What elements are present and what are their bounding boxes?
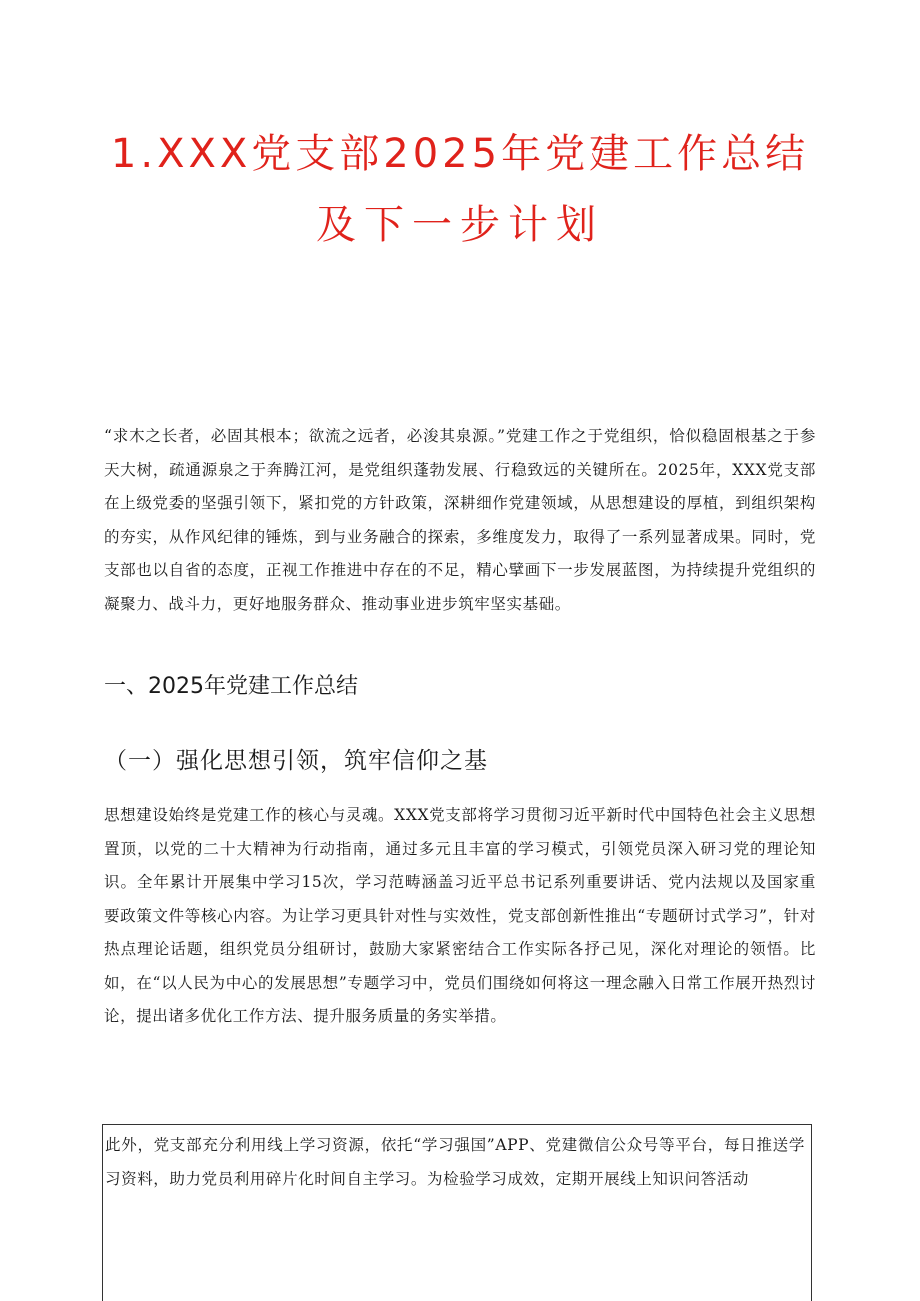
boxed-paragraph: 此外，党支部充分利用线上学习资源，依托“学习强国”APP、党建微信公众号等平台，每日推送学习资料，助力党员利用碎片化时间自主学习。为检验学习成效，定期开展线上知识问答活动 — [105, 1136, 805, 1188]
intro-paragraph: “求木之长者，必固其根本；欲流之远者，必浚其泉源。”党建工作之于党组织，恰似稳固根基之于参天大树，疏通源泉之于奔腾江河，是党组织蓬勃发展、行稳致远的关键所在。2025年，XXX党支部在上级党委的坚强引领下，紧扣党的方针政策，深耕细作党建领域，从思想建设的厚植，到组织架构的夯实，从作风纪律的锤炼，到与业务融合的探索，多维度发力，取得了一系列显著成果。同时，党支部也以自省的态度，正视工作推进中存在的不足，精心擘画下一步发展蓝图，为持续提升党组织的凝聚力、战斗力，更好地服务群众、推动事业进步筑牢坚实基础。 — [104, 427, 816, 613]
document-title: 1.XXX党支部2025年党建工作总结 — [110, 131, 810, 177]
subsection-heading: （一）强化思想引领，筑牢信仰之基 — [104, 748, 488, 774]
boxed-paragraph-frame — [102, 1124, 812, 1301]
body-paragraph: 思想建设始终是党建工作的核心与灵魂。XXX党支部将学习贯彻习近平新时代中国特色社会主义思想置顶，以党的二十大精神为行动指南，通过多元且丰富的学习模式，引领党员深入研习党的理论知识。全年累计开展集中学习15次，学习范畴涵盖习近平总书记系列重要讲话、党内法规以及国家重要政策文件等核心内容。为让学习更具针对性与实效性，党支部创新性推出“专题研讨式学习”，针对热点理论话题，组织党员分组研讨，鼓励大家紧密结合工作实际各抒己见，深化对理论的领悟。比如，在“以人民为中心的发展思想”专题学习中，党员们围绕如何将这一理念融入日常工作展开热烈讨论，提出诸多优化工作方法、提升服务质量的务实举措。 — [104, 806, 816, 1025]
document-title-line2: 及下一步计划 — [316, 202, 604, 248]
section-heading: 一、2025年党建工作总结 — [104, 674, 358, 699]
